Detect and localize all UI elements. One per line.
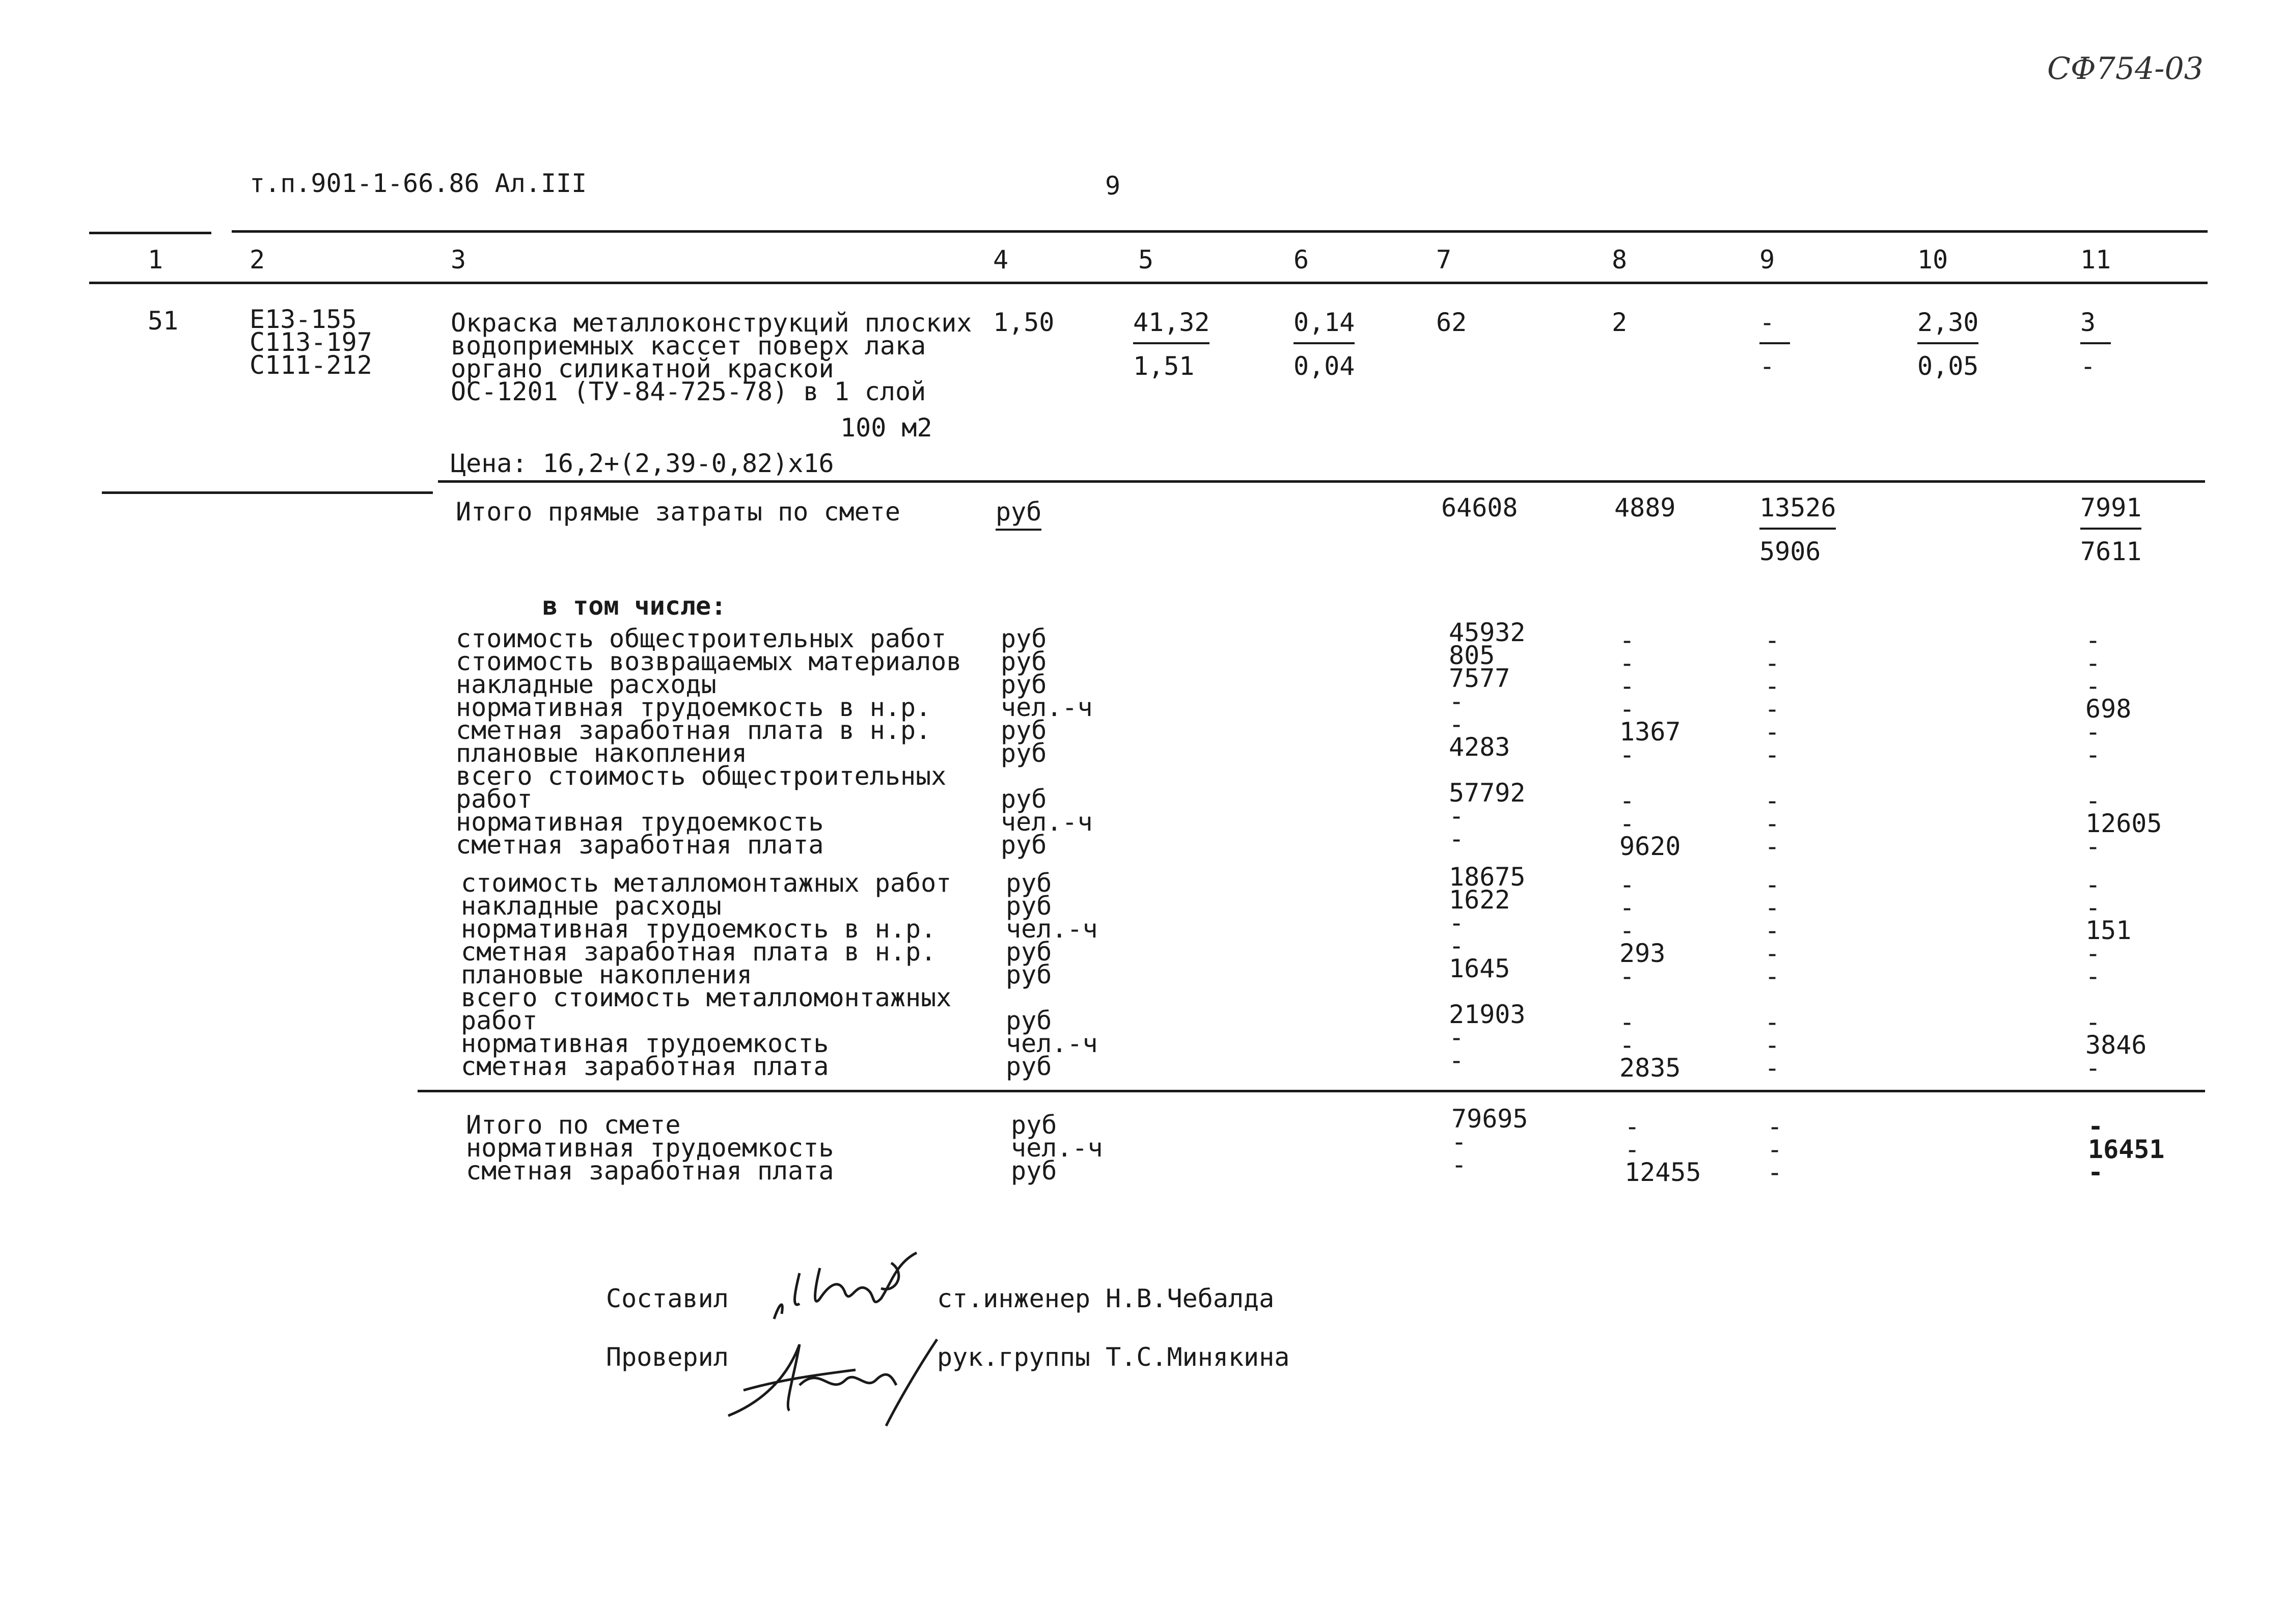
total-direct-col9: 13526 5906 <box>1759 493 1836 566</box>
item-col10: 2,30 0,05 <box>1917 308 1979 381</box>
table-top-rule <box>232 230 2208 233</box>
item-col5: 41,32 1,51 <box>1133 308 1210 381</box>
group1-col8: - - - - 1367 - - - 9620 <box>1619 625 1681 861</box>
item-unit: 100 м2 <box>840 413 932 443</box>
column-header-4: 4 <box>993 245 1009 274</box>
table-top-rule-left <box>89 232 211 234</box>
column-header-1: 1 <box>148 245 163 274</box>
totals-col8: - - 12455 <box>1625 1112 1701 1187</box>
group2-labels: стоимость металломонтажных работ накладные расходы нормативная трудоемкость в н.р. сметная заработная плата в н.р. плановые накопления всего стоимость металломонтажных работ нормативная трудоемкость сметная заработная плата <box>461 868 952 1081</box>
checker-signature <box>723 1324 937 1436</box>
column-header-10: 10 <box>1917 245 1948 274</box>
header-bottom-rule <box>89 282 2208 284</box>
totals-col11: - 16451 - <box>2088 1112 2165 1187</box>
total-direct-col7: 64608 <box>1441 493 1518 522</box>
item-number: 51 <box>148 306 179 336</box>
total-direct-label: Итого прямые затраты по смете <box>456 497 900 527</box>
item-codes: Е13-155 С113-197 С111-212 <box>250 305 372 380</box>
compiled-by: ст.инженер Н.В.Чебалда <box>937 1284 1275 1313</box>
item-col9: - - <box>1759 310 1790 379</box>
page-number: 9 <box>1105 171 1121 201</box>
group2-col8: - - - 293 - - - 2835 <box>1619 870 1681 1083</box>
totals-labels: Итого по смете нормативная трудоемкость сметная заработная плата <box>466 1110 834 1186</box>
group1-col11: - - - 698 - - - 12605 - <box>2085 625 2162 861</box>
group2-col9: - - - - - - - - <box>1765 870 1780 1083</box>
item-col6: 0,14 0,04 <box>1293 308 1355 381</box>
item-price: Цена: 16,2+(2,39-0,82)х16 <box>451 449 834 478</box>
column-header-6: 6 <box>1293 245 1309 274</box>
group1-col7: 45932 805 7577 - - 4283 57792 - - <box>1449 618 1526 854</box>
item-quantity: 1,50 <box>993 308 1055 337</box>
group2-units: руб руб чел.-ч руб руб руб чел.-ч руб <box>1006 868 1098 1081</box>
compiler-signature <box>764 1243 937 1334</box>
group2-col7: 18675 1622 - - 1645 21903 - - <box>1449 862 1526 1075</box>
column-header-8: 8 <box>1612 245 1628 274</box>
column-header-3: 3 <box>451 245 466 274</box>
group1-col9: - - - - - - - - - <box>1765 625 1780 861</box>
checked-by: рук.группы Т.С.Минякина <box>937 1342 1290 1372</box>
total-direct-unit: руб <box>996 499 1041 531</box>
item-col11: 3 - <box>2080 310 2111 379</box>
total-direct-col8: 4889 <box>1614 493 1676 522</box>
item-bottom-rule-left <box>102 491 433 494</box>
column-header-9: 9 <box>1759 245 1775 274</box>
item-col8: 2 <box>1612 308 1628 337</box>
group2-col11: - - 151 - - - 3846 - <box>2085 870 2147 1083</box>
total-direct-col11: 7991 7611 <box>2080 493 2142 566</box>
group1-labels: стоимость общестроительных работ стоимость возвращаемых материалов накладные расходы нормативная трудоемкость в н.р. сметная заработная плата в н.р. плановые накопления всего стоимость общестроительных работ нормативная трудоемкость сметная заработная плата <box>456 624 962 860</box>
item-description: Окраска металлоконструкций плоских водоприемных кассет поверх лака органо силикатной краской ОС-1201 (ТУ-84-725-78) в 1 слой <box>451 308 972 406</box>
project-reference: т.п.901-1-66.86 Ал.III <box>250 169 587 198</box>
doc-code: СФ754-03 <box>2047 51 2204 87</box>
column-header-11: 11 <box>2080 245 2111 274</box>
column-header-2: 2 <box>250 245 265 274</box>
compiled-label: Составил <box>606 1284 729 1313</box>
group1-units: руб руб руб чел.-ч руб руб руб чел.-ч руб <box>1001 624 1093 860</box>
item-col7: 62 <box>1436 308 1467 337</box>
checked-label: Проверил <box>606 1342 729 1372</box>
totals-col7: 79695 - - <box>1451 1104 1528 1179</box>
item-bottom-rule <box>438 480 2205 483</box>
column-header-5: 5 <box>1138 245 1154 274</box>
totals-rule <box>418 1090 2205 1092</box>
totals-col9: - - - <box>1767 1112 1783 1187</box>
totals-units: руб чел.-ч руб <box>1011 1110 1103 1186</box>
including-label: в том числе: <box>542 591 727 621</box>
column-header-7: 7 <box>1436 245 1452 274</box>
